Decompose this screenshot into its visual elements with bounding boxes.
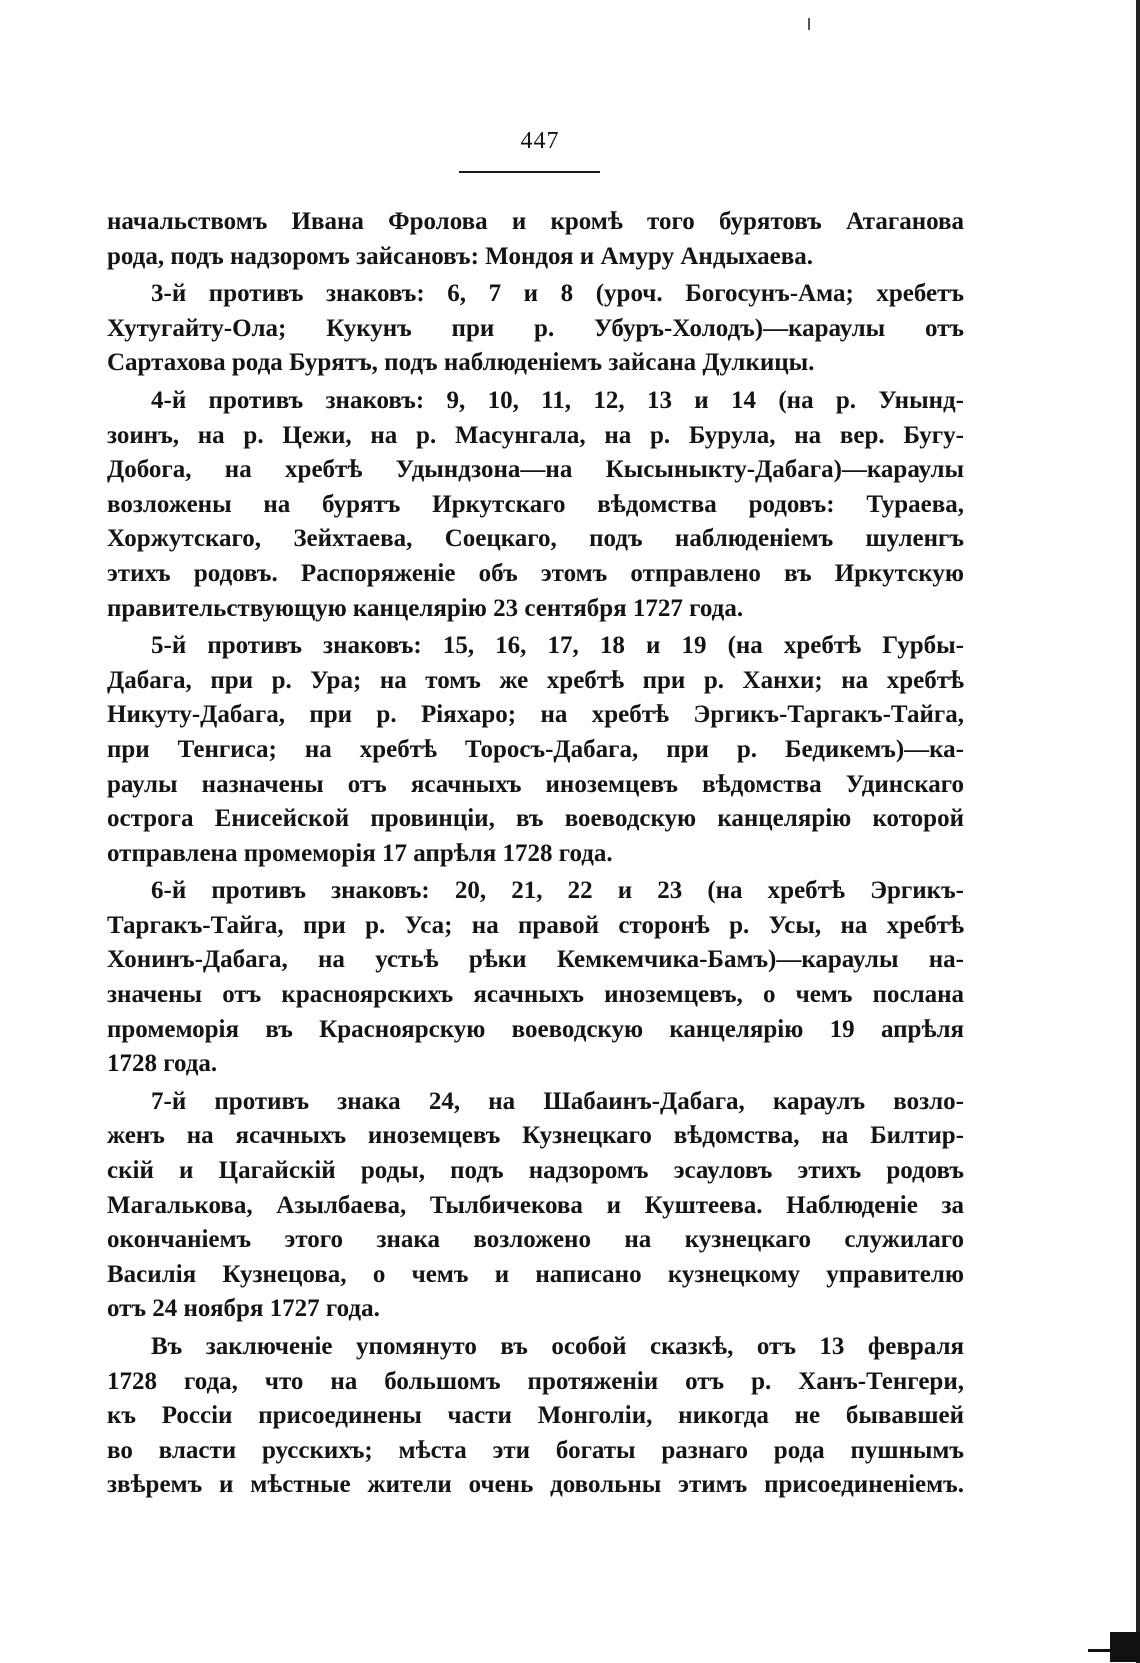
text-line: значены отъ красноярскихъ ясачныхъ иноземцевъ, о чемъ послана [107,981,964,1009]
text-line: Добога, на хребтѣ Удындзона—на Кысыныкту-Дабага)—караулы [107,456,964,484]
text-line: 6-й противъ знаковъ: 20, 21, 22 и 23 (на хребтѣ Эргикъ- [151,877,964,905]
text-line: Хонинъ-Дабага, на устьѣ рѣки Кемкемчика-Бамъ)—караулы на- [107,946,964,974]
text-line: рода, подъ надзоромъ зайсановъ: Мондоя и Амуру Андыхаева. [107,242,814,270]
text-line: Хоржутскаго, Зейхтаева, Соецкаго, подъ наблюденіемъ шуленгъ [107,525,964,553]
text-line: возложены на бурятъ Иркутскаго вѣдомства родовъ: Тураева, [107,490,964,518]
text-line: Въ заключеніе упомянуто въ особой сказкѣ, отъ 13 февраля [151,1333,964,1360]
text-line: Сартахова рода Бурятъ, подъ наблюденіемъ зайсана Дулкицы. [107,349,815,377]
text-line: Хутугайту-Ола; Кукунъ при р. Убуръ-Холодъ)—караулы отъ [107,314,964,342]
text-line: Таргакъ-Тайга, при р. Уса; на правой сторонѣ р. Усы, на хребтѣ [107,911,964,939]
text-body [107,205,964,1503]
text-line: 3-й противъ знаковъ: 6, 7 и 8 (уроч. Богосунъ-Ама; хребетъ [151,280,964,308]
text-line: зоинъ, на р. Цежи, на р. Масунгала, на р. Бурула, на вер. Бугу- [107,421,964,449]
text-line: Никуту-Дабага, при р. Ріяхаро; на хребтѣ Эргикъ-Таргакъ-Тайга, [107,701,964,729]
text-line: отъ 24 ноября 1727 года. [107,1295,380,1323]
text-line: 5-й противъ знаковъ: 15, 16, 17, 18 и 19 (на хребтѣ Гурбы- [151,632,964,660]
text-line: 7-й противъ знака 24, на Шабаинъ-Дабага, караулъ возло- [151,1087,964,1115]
text-line: Дабага, при р. Ура; на томъ же хребтѣ при р. Ханхи; на хребтѣ [107,666,964,694]
text-line: промеморія въ Красноярскую воеводскую канцелярію 19 апрѣля [107,1015,964,1043]
scan-corner-dash [1088,1649,1110,1652]
text-line: къ Россіи присоединены части Монголіи, никогда не бывавшей [107,1402,964,1430]
text-line: правительствующую канцелярію 23 сентября 1727 года. [107,594,744,622]
text-line: 1728 года, что на большомъ протяженіи отъ р. Ханъ-Тенгери, [107,1367,964,1395]
text-line: Магалькова, Азылбаева, Тылбичекова и Куштеева. Наблюденіе за [107,1191,964,1219]
text-line: 1728 года. [107,1050,218,1078]
scan-tick-mark [808,18,810,30]
page-number: 447 [520,128,560,154]
scan-corner-blot [1110,1632,1140,1662]
text-line: окончаніемъ этого знака возложено на кузнецкаго служилаго [107,1226,964,1254]
text-line: звѣремъ и мѣстные жители очень довольны этимъ присоединеніемъ. [107,1471,964,1499]
page-number-rule [459,171,600,173]
text-line: острога Енисейской провинціи, въ воеводскую канцелярію которой [107,805,964,833]
text-line: начальствомъ Ивана Фролова и кромѣ того бурятовъ Атаганова [107,208,964,235]
text-line: при Тенгиса; на хребтѣ Торосъ-Дабага, при р. Бедикемъ)—ка- [107,735,964,763]
text-line: женъ на ясачныхъ иноземцевъ Кузнецкаго вѣдомства, на Билтир- [107,1122,964,1150]
text-line: во власти русскихъ; мѣста эти богаты разнаго рода пушнымъ [107,1436,964,1464]
scan-edge-strip [1136,0,1140,1663]
text-line: этихъ родовъ. Распоряженіе объ этомъ отправлено въ Иркутскую [107,559,964,587]
text-line: Василія Кузнецова, о чемъ и написано кузнецкому управителю [107,1260,964,1288]
text-line: скій и Цагайскій роды, подъ надзоромъ эсауловъ этихъ родовъ [107,1157,964,1185]
text-line: отправлена промеморія 17 апрѣля 1728 года. [107,839,613,867]
text-line: раулы назначены отъ ясачныхъ иноземцевъ вѣдомства Удинскаго [107,770,964,798]
text-line: 4-й противъ знаковъ: 9, 10, 11, 12, 13 и 14 (на р. Унынд- [151,386,964,414]
